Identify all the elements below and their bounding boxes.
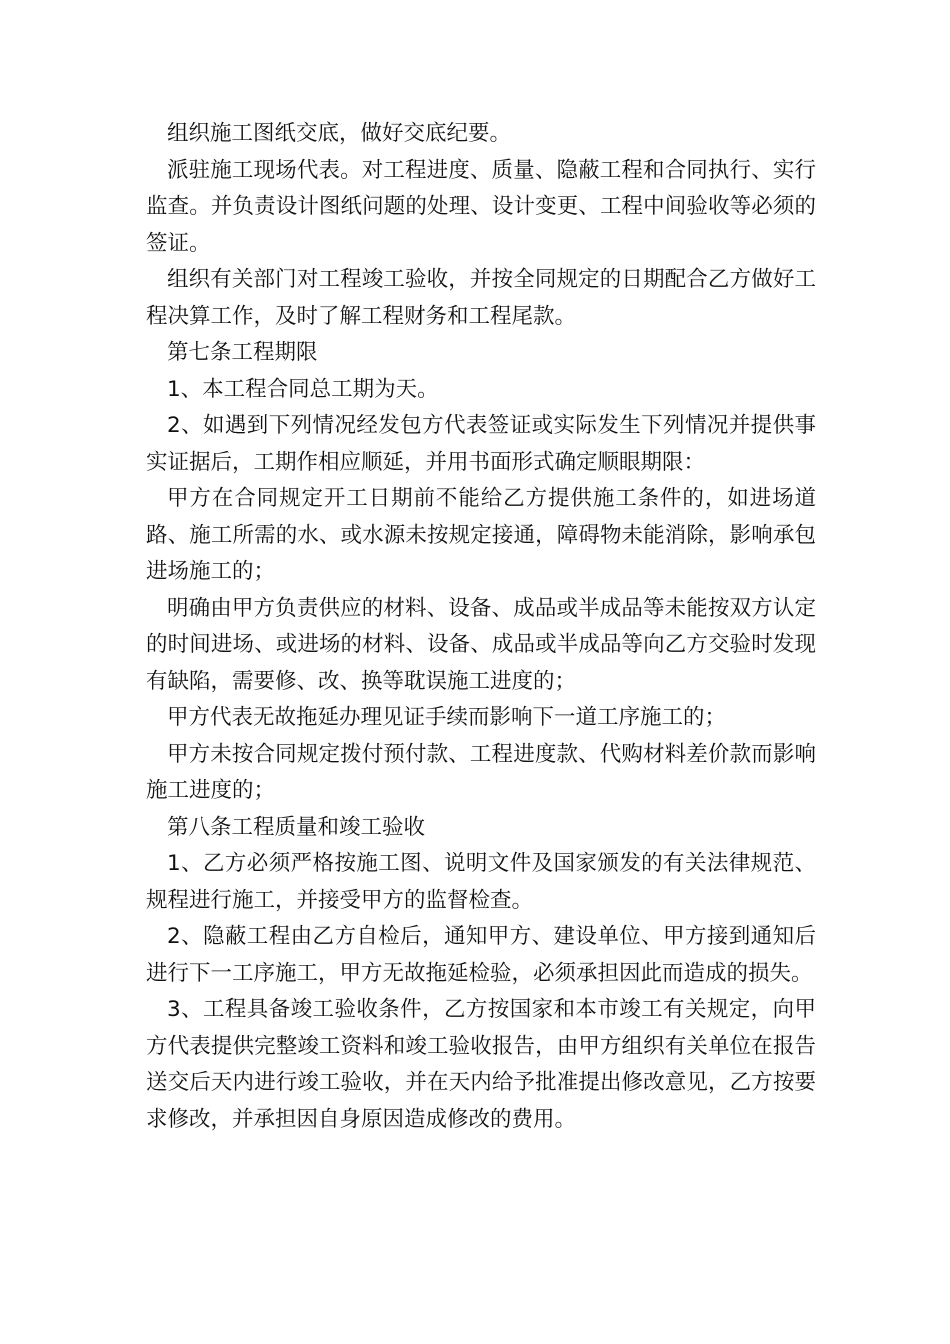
paragraph-7-1: 1、本工程合同总工期为天。	[167, 376, 439, 402]
paragraph-drawing-briefing: 组织施工图纸交底，做好交底纪要。	[167, 121, 512, 146]
paragraph-8-3: 3、工程具备竣工验收条件，乙方按国家和本市竣工有关规定，向甲方代表提供完整竣工资料和竣工验收报告，由甲方组织有关单位在报告送交后天内进行竣工验收，并在天内给予批准提出修改意见，乙方按要求修改，并承担因自身原因造成修改的费用。	[146, 997, 816, 1132]
paragraph-7-2-a: 甲方在合同规定开工日期前不能给乙方提供施工条件的，如进场道路、施工所需的水、或水源未按规定接通，障碍物未能消除，影响承包进场施工的；	[146, 486, 816, 584]
heading-article-8: 第八条工程质量和竣工验收	[167, 814, 426, 840]
paragraph-completion-acceptance: 组织有关部门对工程竣工验收，并按全同规定的日期配合乙方做好工程决算工作，及时了解工程财务和工程尾款。	[146, 267, 816, 329]
paragraph-7-2-d: 甲方未按合同规定拨付预付款、工程进度款、代购材料差价款而影响施工进度的；	[146, 741, 816, 803]
paragraph-7-2-c: 甲方代表无故拖延办理见证手续而影响下一道工序施工的；	[167, 705, 727, 730]
paragraph-7-2-b: 明确由甲方负责供应的材料、设备、成品或半成品等未能按双方认定的时间进场、或进场的材料、设备、成品或半成品等向乙方交验时发现有缺陷，需要修、改、换等耽误施工进度的；	[146, 595, 816, 694]
paragraph-8-1: 1、乙方必须严格按施工图、说明文件及国家颁发的有关法律规范、规程进行施工，并接受甲方的监督检查。	[146, 851, 816, 913]
paragraph-site-representative: 派驻施工现场代表。对工程进度、质量、隐蔽工程和合同执行、实行监查。并负责设计图纸问题的处理、设计变更、工程中间验收等必须的签证。	[146, 157, 816, 256]
heading-article-7: 第七条工程期限	[167, 340, 318, 365]
paragraph-8-2: 2、隐蔽工程由乙方自检后，通知甲方、建设单位、甲方接到通知后进行下一工序施工，甲方无故拖延检验，必须承担因此而造成的损失。	[146, 924, 816, 986]
paragraph-7-2: 2、如遇到下列情况经发包方代表签证或实际发生下列情况并提供事实证据后，工期作相应顺延，并用书面形式确定顺眼期限：	[146, 413, 816, 475]
document-body	[146, 116, 816, 1138]
